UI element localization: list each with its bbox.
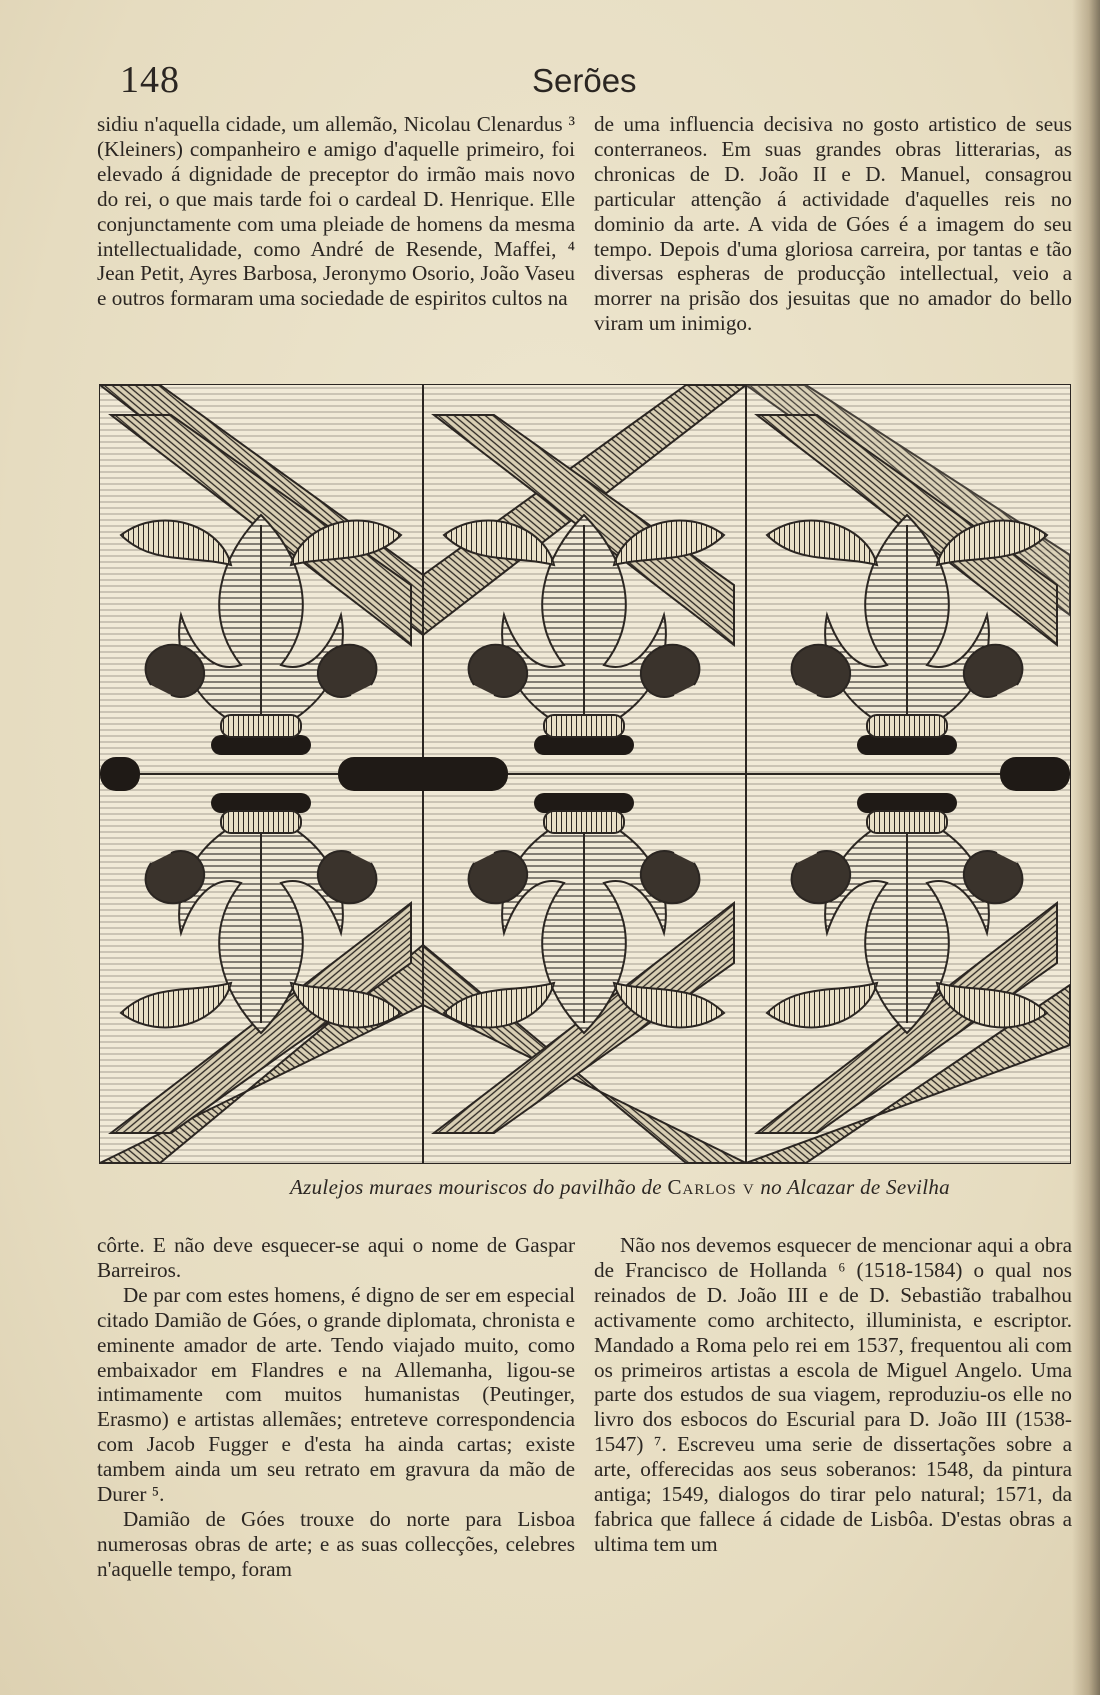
- figure-caption: [120, 1175, 1100, 1200]
- running-head: Serões: [532, 62, 637, 99]
- paragraph: côrte. E não deve esquecer-se aqui o nome de Gaspar Barreiros.: [97, 1233, 575, 1282]
- paragraph: De par com estes homens, é digno de ser em especial citado Damião de Góes, o grande diplomata, chronista e eminente amador de arte. Tendo viajado muito, como embaixador em Flandres e na Allemanha, ligou-se intimamente com muitos humanistas (Peutinger, Erasmo) e artistas allemães; entreteve correspondencia com Jacob Fugger e d'esta ha ainda cartas; existe tambem ainda um seu retrato em gravura da mão de Durer ⁵.: [97, 1282, 575, 1507]
- caption-part: Carlos v: [667, 1175, 755, 1199]
- page-edge-shadow: [1072, 0, 1100, 1695]
- page-number: 148: [120, 59, 180, 101]
- paragraph: de uma influencia decisiva no gosto artistico de seus conterraneos. Em suas grandes obras litterarias, as chronicas de D. João II e D. Manuel, consagrou particular attenção á actividade d'aquelles reis no dominio da arte. A vida de Góes é a imagem do seu tempo. Depois d'uma gloriosa carreira, por tantas e tão diversas espheras de producção intellectual, veio a morrer na prisão dos jesuitas que no amador do bello viram um inimigo.: [594, 112, 1072, 336]
- tile-engraving: [100, 385, 1070, 1163]
- text-column-top-left: [97, 112, 575, 311]
- azulejo-illustration: [99, 384, 1071, 1164]
- caption-part: Azulejos muraes mouriscos do pavilhão de: [290, 1175, 662, 1199]
- paragraph: Não nos devemos esquecer de mencionar aqui a obra de Francisco de Hollanda ⁶ (1518-1584) o qual nos reinados de D. João III e de D. Sebastião trabalhou activamente como architecto, illuminista, e escriptor. Mandado a Roma pelo rei em 1537, frequentou ali com os primeiros artistas a escola de Miguel Angelo. Uma parte dos estudos de sua viagem, reproduziu-os elle no livro dos esbocos do Escurial para D. João III (1538-1547) ⁷. Escreveu uma serie de dissertações sobre a arte, offerecidas aos seus soberanos: 1548, da pintura antiga; 1549, dialogos do tirar pelo natural; 1571, da fabrica que fallece á cidade de Lisbôa. D'estas obras a ultima tem um: [594, 1233, 1072, 1556]
- text-column-bottom-left: [97, 1233, 575, 1582]
- caption-part: no Alcazar de Sevilha: [760, 1175, 950, 1199]
- paragraph: Damião de Góes trouxe do norte para Lisboa numerosas obras de arte; e as suas collecções, celebres n'aquelle tempo, foram: [97, 1506, 575, 1581]
- text-column-bottom-right: [594, 1233, 1072, 1557]
- paragraph: sidiu n'aquella cidade, um allemão, Nicolau Clenardus ³ (Kleiners) companheiro e amigo d'aquelle primeiro, foi elevado á dignidade de preceptor do irmão mais novo do rei, o que mais tarde foi o cardeal D. Henrique. Elle conjunctamente com uma pleiade de homens da mesma intellectualidade, como André de Resende, Maffei, ⁴ Jean Petit, Ayres Barbosa, Jeronymo Osorio, João Vaseu e outros formaram uma sociedade de espiritos cultos na: [97, 112, 575, 311]
- text-column-top-right: [594, 112, 1072, 336]
